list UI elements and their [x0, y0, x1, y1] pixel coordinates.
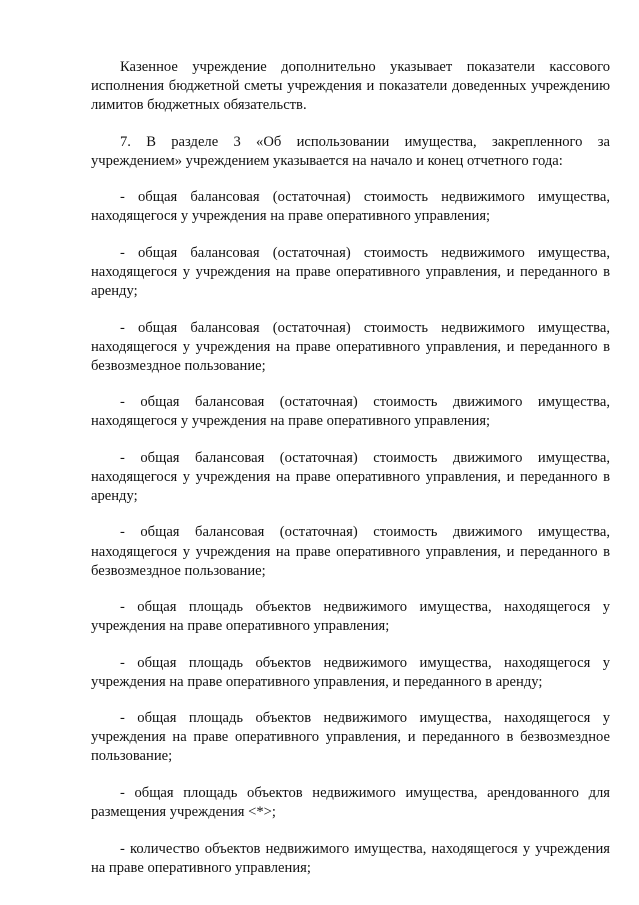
list-item-realty-count: - количество объектов недвижимого имущества, находящегося у учреждения на праве оперативного управления;: [91, 840, 610, 876]
list-item-movable-value-free-use: - общая балансовая (остаточная) стоимость движимого имущества, находящегося у учреждения на праве оперативного управления, и переданного в безвозмездное пользование;: [91, 524, 610, 579]
paragraph-cashier-execution: Казенное учреждение дополнительно указывает показатели кассового исполнения бюджетной сметы учреждения и показатели доведенных учреждению лимитов бюджетных обязательств.: [91, 59, 610, 114]
list-item-realty-area-rented: - общая площадь объектов недвижимого имущества, находящегося у учреждения на праве оперативного управления, и переданного в аренду;: [91, 654, 610, 690]
paragraph-section-3-intro: 7. В разделе 3 «Об использовании имущества, закрепленного за учреждением» учреждением указывается на начало и конец отчетного года:: [91, 133, 610, 169]
list-item-leased-area: - общая площадь объектов недвижимого имущества, арендованного для размещения учреждения <*>;: [91, 784, 610, 821]
list-item-realty-value-rented: - общая балансовая (остаточная) стоимость недвижимого имущества, находящегося у учреждения на праве оперативного управления, и переданного в аренду;: [91, 244, 610, 300]
list-item-movable-value: - общая балансовая (остаточная) стоимость движимого имущества, находящегося у учреждения на праве оперативного управления;: [91, 394, 610, 430]
list-item-realty-area: - общая площадь объектов недвижимого имущества, находящегося у учреждения на праве оперативного управления;: [91, 599, 610, 635]
list-item-movable-value-rented: - общая балансовая (остаточная) стоимость движимого имущества, находящегося у учреждения на праве оперативного управления, и переданного в аренду;: [91, 449, 610, 504]
list-item-realty-value-free-use: - общая балансовая (остаточная) стоимость недвижимого имущества, находящегося у учреждения на праве оперативного управления, и переданного в безвозмездное пользование;: [91, 319, 610, 374]
document-body: [91, 58, 610, 895]
list-item-realty-area-free-use: - общая площадь объектов недвижимого имущества, находящегося у учреждения на праве оперативного управления, и переданного в безвозмездное пользование;: [91, 710, 610, 765]
list-item-realty-value: - общая балансовая (остаточная) стоимость недвижимого имущества, находящегося у учреждения на праве оперативного управления;: [91, 189, 610, 225]
